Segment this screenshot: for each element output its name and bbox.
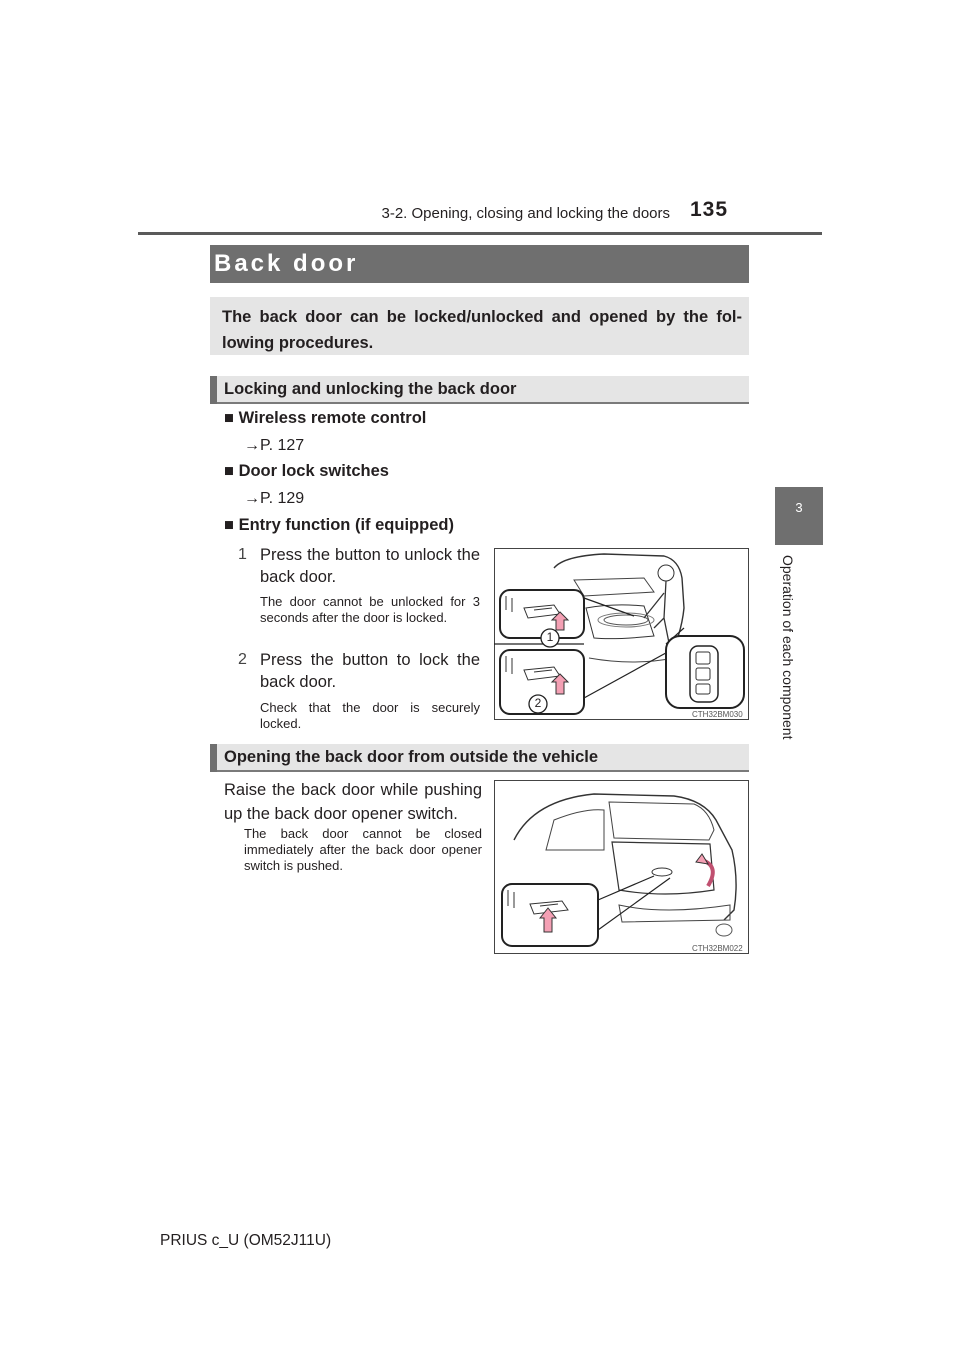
header-rule xyxy=(138,232,822,235)
footer-model: PRIUS c_U (OM52J11U) xyxy=(160,1232,332,1249)
figure-code: CTH32BM030 xyxy=(692,710,743,719)
chapter-tab xyxy=(775,487,823,545)
arrow-icon: → xyxy=(244,490,260,507)
arrow-icon: → xyxy=(244,437,260,454)
page-title: Back door xyxy=(214,250,359,277)
figure-code: CTH32BM022 xyxy=(692,944,743,953)
step-text: Press the button to unlock the back door. xyxy=(260,546,480,586)
car-rear-illustration xyxy=(494,780,749,954)
car-rear-illustration xyxy=(494,548,749,720)
list-item-door-lock: ■ Door lock switches xyxy=(224,462,389,480)
page-reference: →P. 127 xyxy=(244,437,305,454)
page-number: 135 xyxy=(690,198,729,221)
figure-entry-function xyxy=(494,548,749,720)
chapter-number: 3 xyxy=(795,500,803,515)
step-text: Press the button to lock the back door. xyxy=(260,651,480,691)
bullet-icon: ■ xyxy=(224,516,234,534)
section1-heading: Locking and unlocking the back door xyxy=(224,380,517,398)
bullet-icon: ■ xyxy=(224,409,234,427)
section2-heading-marker xyxy=(210,744,217,772)
instruction-text: Raise the back door while pushing up the back door opener switch. xyxy=(224,781,482,823)
section-header: 3-2. Opening, closing and locking the doors xyxy=(381,205,670,222)
step-number: 2 xyxy=(238,651,247,668)
instruction-note: The back door cannot be closed immediately after the back door opener switch is pushed. xyxy=(244,826,482,873)
page-reference: →P. 129 xyxy=(244,490,305,507)
list-item-wireless: ■ Wireless remote control xyxy=(224,409,427,427)
bullet-icon: ■ xyxy=(224,462,234,480)
chapter-title: Operation of each component xyxy=(780,555,796,740)
figure-back-door-opener xyxy=(494,780,749,954)
callout-2: 2 xyxy=(534,696,542,710)
step-note: Check that the door is securely locked. xyxy=(260,700,480,731)
step-note: The door cannot be unlocked for 3 seconds after the door is locked. xyxy=(260,594,480,625)
callout-1: 1 xyxy=(546,630,554,644)
section1-heading-marker xyxy=(210,376,217,404)
section2-heading: Opening the back door from outside the vehicle xyxy=(224,748,599,766)
list-item-entry-function: ■ Entry function (if equipped) xyxy=(224,516,454,534)
intro-text: The back door can be locked/unlocked and opened by the fol- lowing procedures. xyxy=(222,308,742,352)
step-number: 1 xyxy=(238,546,247,563)
